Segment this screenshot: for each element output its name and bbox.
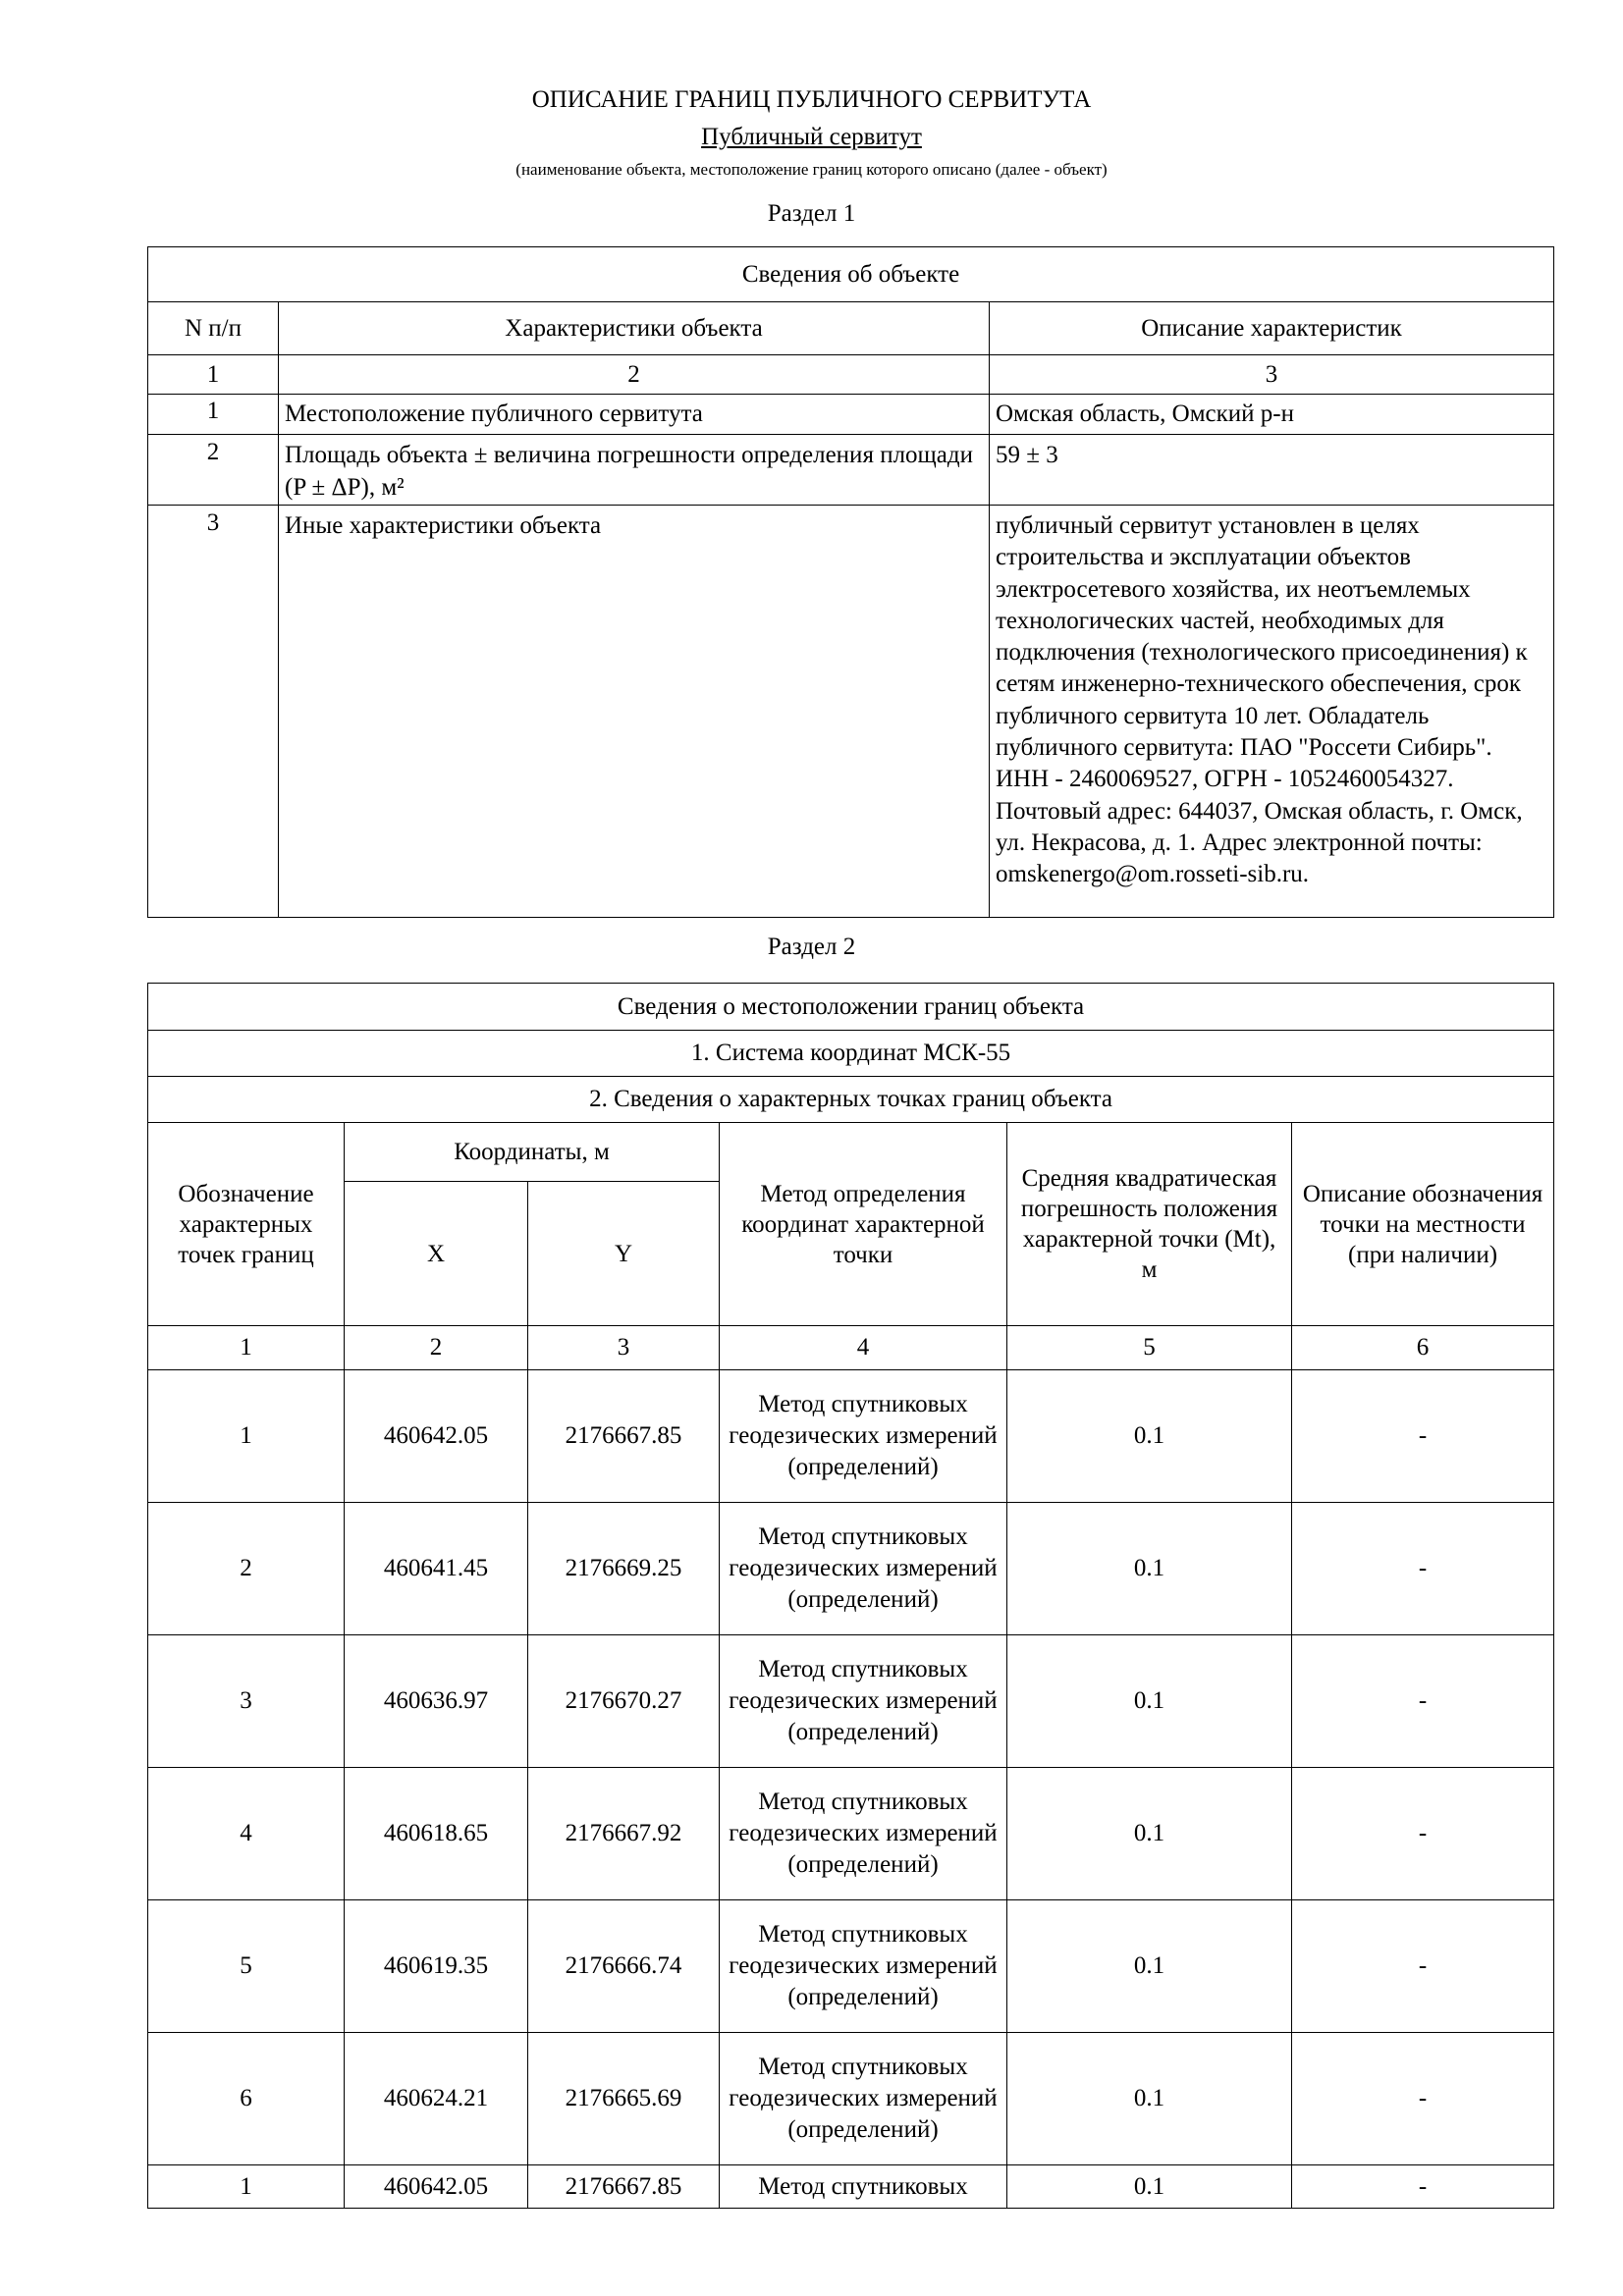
object-name: Публичный сервитут <box>701 124 922 150</box>
table-row <box>148 395 1554 435</box>
mean-error: 0.1 <box>1007 2033 1292 2165</box>
object-name-note: (наименование объекта, местоположение границ которого описано (далее - объект) <box>515 160 1108 179</box>
point-number: 4 <box>148 1768 345 1900</box>
coordinate-system: 1. Система координат МСК-55 <box>148 1031 1554 1077</box>
col-number-cell: 5 <box>1007 1326 1292 1370</box>
characteristic-value: Омская область, Омский р-н <box>990 395 1554 435</box>
col-number-cell: 4 <box>720 1326 1007 1370</box>
col-number-cell: 3 <box>990 355 1554 395</box>
mean-error: 0.1 <box>1007 1900 1292 2033</box>
characteristic-name: Местоположение публичного сервитута <box>279 395 990 435</box>
point-number: 2 <box>148 1503 345 1635</box>
table-row <box>148 1503 1554 1635</box>
point-number: 6 <box>148 2033 345 2165</box>
coord-y: 2176667.85 <box>528 2165 720 2209</box>
col-number-cell: 2 <box>345 1326 528 1370</box>
point-description: - <box>1292 1503 1554 1635</box>
coord-y: 2176665.69 <box>528 2033 720 2165</box>
point-description: - <box>1292 1635 1554 1768</box>
boundary-table-title: Сведения о местоположении границ объекта <box>148 984 1554 1031</box>
col-header-characteristic: Характеристики объекта <box>279 302 990 355</box>
section-1-label: Раздел 1 <box>767 200 856 227</box>
header-coordinates: Координаты, м <box>345 1123 720 1182</box>
coord-x: 460619.35 <box>345 1900 528 2033</box>
object-info-table-title: Сведения об объекте <box>148 247 1554 302</box>
coord-x: 460624.21 <box>345 2033 528 2165</box>
coord-y: 2176667.92 <box>528 1768 720 1900</box>
col-number-cell: 2 <box>279 355 990 395</box>
table-row <box>148 2165 1554 2209</box>
point-description: - <box>1292 1768 1554 1900</box>
col-header-number: N п/п <box>148 302 279 355</box>
method: Метод спутниковых геодезических измерений (определений) <box>720 1370 1007 1503</box>
header-mean-error: Средняя квадратическая погрешность положения характерной точки (Mt), м <box>1007 1123 1292 1326</box>
method: Метод спутниковых геодезических измерений (определений) <box>720 1503 1007 1635</box>
boundary-points-table <box>147 983 1554 2209</box>
method: Метод спутниковых <box>720 2165 1007 2209</box>
coord-x: 460642.05 <box>345 2165 528 2209</box>
col-number-cell: 6 <box>1292 1326 1554 1370</box>
point-number: 5 <box>148 1900 345 2033</box>
mean-error: 0.1 <box>1007 1768 1292 1900</box>
coord-x: 460642.05 <box>345 1370 528 1503</box>
points-subtitle: 2. Сведения о характерных точках границ объекта <box>148 1077 1554 1123</box>
coord-y: 2176666.74 <box>528 1900 720 2033</box>
section-2-label: Раздел 2 <box>767 934 856 960</box>
table-row <box>148 1370 1554 1503</box>
table-row <box>148 2033 1554 2165</box>
point-number: 1 <box>148 2165 345 2209</box>
col-number-cell: 1 <box>148 355 279 395</box>
coord-x: 460618.65 <box>345 1768 528 1900</box>
method: Метод спутниковых геодезических измерений (определений) <box>720 1635 1007 1768</box>
method: Метод спутниковых геодезических измерений (определений) <box>720 2033 1007 2165</box>
point-description: - <box>1292 2033 1554 2165</box>
coord-x: 460636.97 <box>345 1635 528 1768</box>
header-y: Y <box>528 1182 720 1326</box>
characteristic-value: 59 ± 3 <box>990 435 1554 506</box>
col-number-cell: 3 <box>528 1326 720 1370</box>
point-number: 3 <box>148 1635 345 1768</box>
header-x: X <box>345 1182 528 1326</box>
table-row <box>148 506 1554 918</box>
characteristic-name: Иные характеристики объекта <box>279 506 990 918</box>
mean-error: 0.1 <box>1007 2165 1292 2209</box>
coord-x: 460641.45 <box>345 1503 528 1635</box>
mean-error: 0.1 <box>1007 1635 1292 1768</box>
row-number: 2 <box>148 435 279 506</box>
mean-error: 0.1 <box>1007 1370 1292 1503</box>
object-info-table <box>147 246 1554 918</box>
document-title: ОПИСАНИЕ ГРАНИЦ ПУБЛИЧНОГО СЕРВИТУТА <box>531 86 1092 113</box>
header-point-description: Описание обозначения точки на местности (при наличии) <box>1292 1123 1554 1326</box>
characteristic-value: публичный сервитут установлен в целях строительства и эксплуатации объектов электросетевого хозяйства, их неотъемлемых технологических частей, необходимых для подключения (технологического присоединения) к сетям инженерно-технического обеспечения, срок публичного сервитута 10 лет. Обладатель публичного сервитута: ПАО "Россети Сибирь". ИНН - 2460069527, ОГРН - 1052460054327. Почтовый адрес: 644037, Омская область, г. Омск, ул. Некрасова, д. 1. Адрес электронной почты: omskenergo@om.rosseti-sib.ru. <box>990 506 1554 918</box>
row-number: 1 <box>148 395 279 435</box>
table-row <box>148 1635 1554 1768</box>
method: Метод спутниковых геодезических измерений (определений) <box>720 1900 1007 2033</box>
row-number: 3 <box>148 506 279 918</box>
coord-y: 2176670.27 <box>528 1635 720 1768</box>
point-description: - <box>1292 2165 1554 2209</box>
table-row <box>148 435 1554 506</box>
method: Метод спутниковых геодезических измерений (определений) <box>720 1768 1007 1900</box>
coord-y: 2176669.25 <box>528 1503 720 1635</box>
table-row <box>148 1900 1554 2033</box>
characteristic-name: Площадь объекта ± величина погрешности определения площади (P ± ΔP), м² <box>279 435 990 506</box>
coord-y: 2176667.85 <box>528 1370 720 1503</box>
col-header-description: Описание характеристик <box>990 302 1554 355</box>
header-method: Метод определения координат характерной точки <box>720 1123 1007 1326</box>
header-point-designation: Обозначение характерных точек границ <box>148 1123 345 1326</box>
point-description: - <box>1292 1370 1554 1503</box>
table-row <box>148 1768 1554 1900</box>
col-number-cell: 1 <box>148 1326 345 1370</box>
point-description: - <box>1292 1900 1554 2033</box>
point-number: 1 <box>148 1370 345 1503</box>
mean-error: 0.1 <box>1007 1503 1292 1635</box>
